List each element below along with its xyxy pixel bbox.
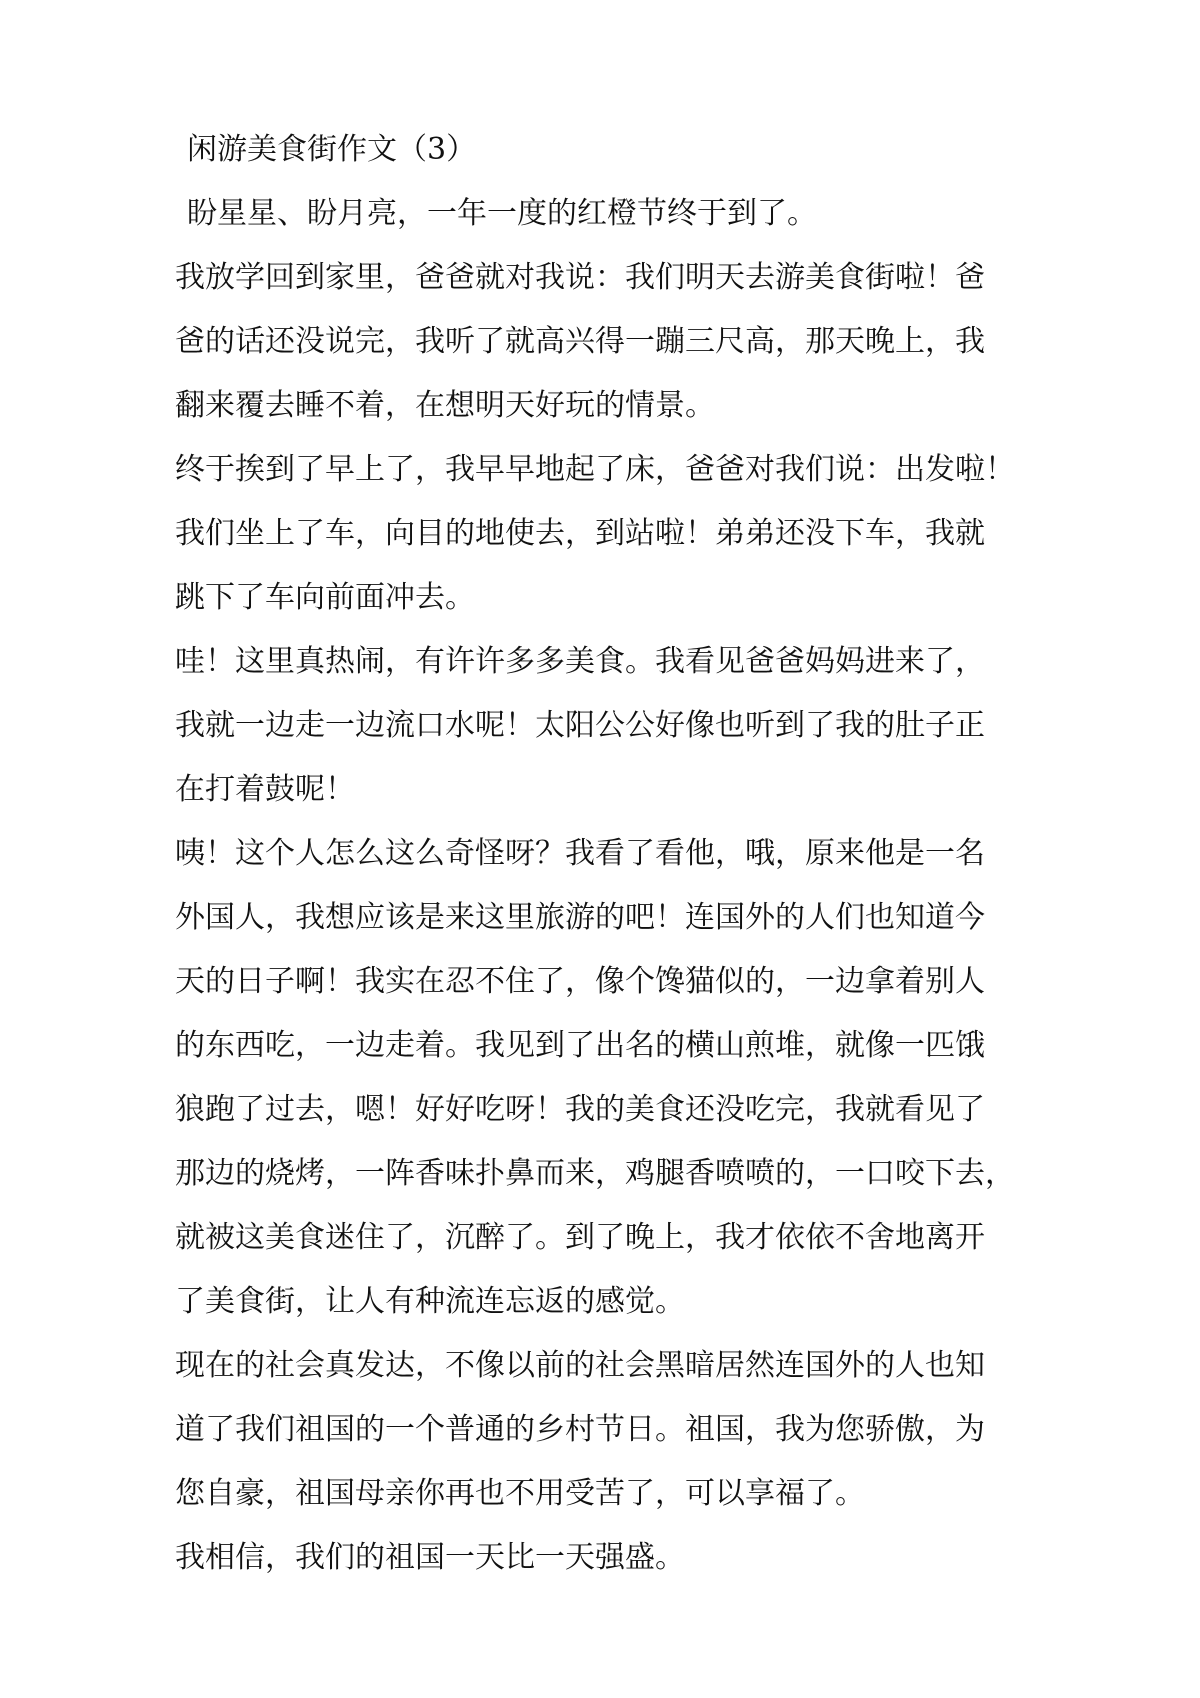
text-line: 狼跑了过去，嗯！好好吃呀！我的美食还没吃完，我就看见了 [175, 1092, 985, 1127]
text-line: 道了我们祖国的一个普通的乡村节日。祖国，我为您骄傲，为 [175, 1412, 985, 1447]
text-line: 我相信，我们的祖国一天比一天强盛。 [175, 1540, 685, 1575]
text-line: 爸的话还没说完，我听了就高兴得一蹦三尺高，那天晚上，我 [175, 324, 985, 359]
text-line: 哇！这里真热闹，有许许多多美食。我看见爸爸妈妈进来了， [175, 644, 985, 679]
text-line: 了美食街，让人有种流连忘返的感觉。 [175, 1284, 685, 1319]
essay-title: 闲游美食街作文（3） [187, 132, 477, 167]
text-line: 天的日子啊！我实在忍不住了，像个馋猫似的，一边拿着别人 [175, 964, 985, 999]
text-line: 外国人，我想应该是来这里旅游的吧！连国外的人们也知道今 [175, 900, 985, 935]
text-line: 我放学回到家里，爸爸就对我说：我们明天去游美食街啦！爸 [175, 260, 985, 295]
text-line: 的东西吃，一边走着。我见到了出名的横山煎堆，就像一匹饿 [175, 1028, 985, 1063]
text-line: 在打着鼓呢！ [175, 772, 355, 807]
essay-body [175, 118, 1045, 1590]
text-line: 现在的社会真发达，不像以前的社会黑暗居然连国外的人也知 [175, 1348, 985, 1383]
text-line: 终于挨到了早上了，我早早地起了床，爸爸对我们说：出发啦！ [175, 452, 1015, 487]
text-line: 那边的烧烤，一阵香味扑鼻而来，鸡腿香喷喷的，一口咬下去， [175, 1156, 1015, 1191]
text-line: 翻来覆去睡不着，在想明天好玩的情景。 [175, 388, 715, 423]
text-line: 我们坐上了车，向目的地使去，到站啦！弟弟还没下车，我就 [175, 516, 985, 551]
text-line: 跳下了车向前面冲去。 [175, 580, 475, 615]
text-line: 盼星星、盼月亮，一年一度的红橙节终于到了。 [187, 196, 817, 231]
text-line: 咦！这个人怎么这么奇怪呀？我看了看他，哦，原来他是一名 [175, 836, 985, 871]
text-line: 我就一边走一边流口水呢！太阳公公好像也听到了我的肚子正 [175, 708, 985, 743]
text-line: 您自豪，祖国母亲你再也不用受苦了，可以享福了。 [175, 1476, 865, 1511]
text-line: 就被这美食迷住了，沉醉了。到了晚上，我才依依不舍地离开 [175, 1220, 985, 1255]
